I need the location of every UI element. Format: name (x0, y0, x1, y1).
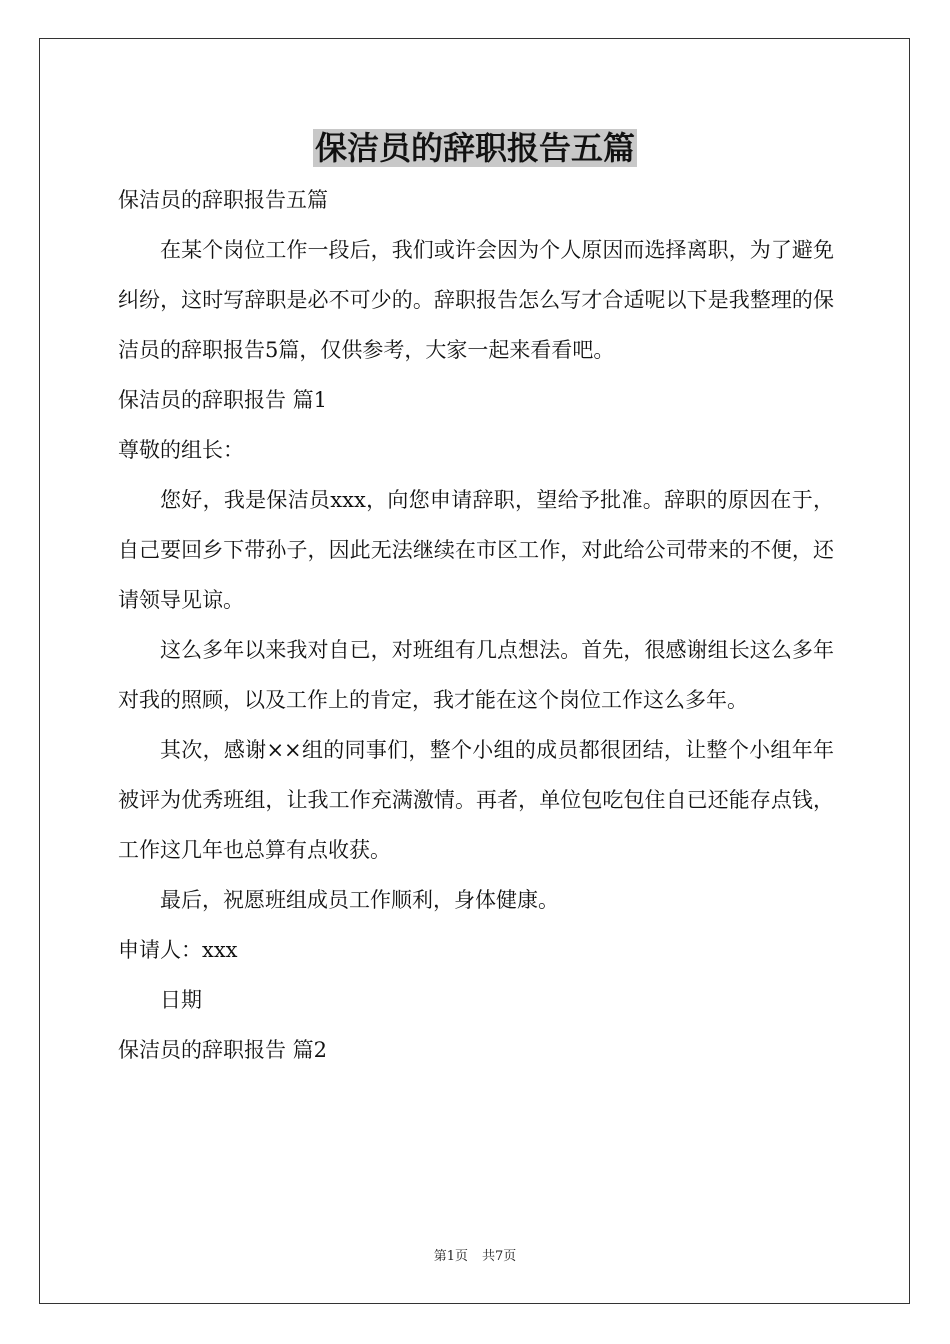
paragraph: 您好，我是保洁员xxx，向您申请辞职，望给予批准。辞职的原因在于，自己要回乡下带孙子，因此无法继续在市区工作，对此给公司带来的不便，还请领导见谅。 (118, 488, 834, 612)
salutation: 尊敬的组长： (118, 438, 244, 462)
document-title (0, 124, 950, 172)
paragraph: 最后，祝愿班组成员工作顺利，身体健康。 (160, 888, 559, 912)
section-heading: 保洁员的辞职报告 篇2 (118, 1038, 328, 1062)
page-total: 共7页 (482, 1249, 517, 1264)
paragraph: 这么多年以来我对自已，对班组有几点想法。首先，很感谢组长这么多年对我的照顾，以及工作上的肯定，我才能在这个岗位工作这么多年。 (118, 638, 834, 712)
document-body (118, 175, 834, 1075)
paragraph: 其次，感谢××组的同事们，整个小组的成员都很团结，让整个小组年年被评为优秀班组，让我工作充满激情。再者，单位包吃包住自已还能存点钱，工作这几年也总算有点收获。 (118, 738, 834, 862)
document-title-text: 保洁员的辞职报告五篇 (314, 129, 635, 167)
page-footer (0, 1248, 950, 1266)
paragraph: 在某个岗位工作一段后，我们或许会因为个人原因而选择离职，为了避免纠纷，这时写辞职是必不可少的。辞职报告怎么写才合适呢以下是我整理的保洁员的辞职报告5篇，仅供参考，大家一起来看看吧。 (118, 238, 834, 362)
date-line: 日期 (160, 988, 202, 1012)
applicant-line: 申请人：xxx (118, 938, 238, 962)
section-heading: 保洁员的辞职报告 篇1 (118, 388, 328, 412)
page-number: 第1页 (433, 1249, 468, 1264)
paragraph: 保洁员的辞职报告五篇 (118, 188, 328, 212)
